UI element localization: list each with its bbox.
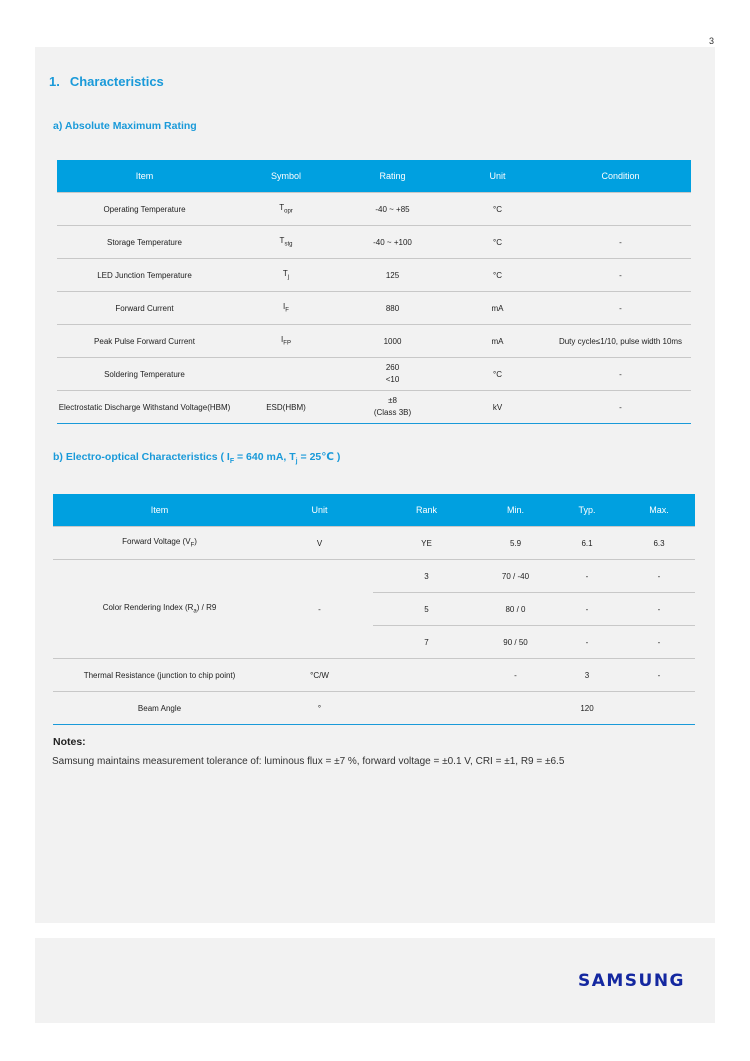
cell-max: - — [623, 593, 695, 626]
cell-symbol — [232, 358, 340, 391]
cell-typ: - — [551, 593, 623, 626]
cell-rating: -40 ~ +85 — [340, 193, 445, 226]
cell-rating: 880 — [340, 292, 445, 325]
cell-typ: 6.1 — [551, 527, 623, 560]
cell-unit: °C/W — [266, 659, 373, 692]
cell-rank — [373, 692, 480, 725]
cell-rank: 3 — [373, 560, 480, 593]
cell-rank: 7 — [373, 626, 480, 659]
header-max: Max. — [623, 494, 695, 527]
cell-min: 70 / -40 — [480, 560, 551, 593]
section-number: 1. — [49, 74, 60, 89]
cell-rating: ±8 (Class 3B) — [340, 391, 445, 424]
cell-condition: - — [550, 259, 691, 292]
cell-item: Peak Pulse Forward Current — [57, 325, 232, 358]
table-row — [57, 358, 691, 391]
footer-panel — [35, 938, 715, 1023]
table-row — [57, 391, 691, 424]
cell-min: 5.9 — [480, 527, 551, 560]
table-row — [57, 325, 691, 358]
cell-unit: mA — [445, 325, 550, 358]
cell-condition: - — [550, 391, 691, 424]
cell-item: Soldering Temperature — [57, 358, 232, 391]
cell-unit: V — [266, 527, 373, 560]
cell-item: Beam Angle — [53, 692, 266, 725]
cell-max — [623, 692, 695, 725]
cell-rating: 260 <10 — [340, 358, 445, 391]
cell-typ: - — [551, 626, 623, 659]
header-symbol: Symbol — [232, 160, 340, 193]
cell-unit: ° — [266, 692, 373, 725]
cell-symbol: $T_{stg}$ — [232, 226, 340, 259]
page-number: 3 — [708, 36, 714, 46]
header-rank: Rank — [373, 494, 480, 527]
cell-rating: 1000 — [340, 325, 445, 358]
cell-unit: °C — [445, 226, 550, 259]
header-rating: Rating — [340, 160, 445, 193]
cell-max: - — [623, 626, 695, 659]
header-condition: Condition — [550, 160, 691, 193]
cell-symbol: $I_F$ — [232, 292, 340, 325]
table-row — [53, 692, 695, 725]
cell-unit: kV — [445, 391, 550, 424]
cell-item: Thermal Resistance (junction to chip point) — [53, 659, 266, 692]
cell-typ: 120 — [551, 692, 623, 725]
absolute-maximum-rating-table — [57, 160, 691, 424]
table-row — [57, 226, 691, 259]
cell-rating: 125 — [340, 259, 445, 292]
table-header-row — [57, 160, 691, 193]
cell-unit: °C — [445, 193, 550, 226]
table-header-row — [53, 494, 695, 527]
cell-symbol: $T_j$ — [232, 259, 340, 292]
cell-condition: - — [550, 292, 691, 325]
cell-item: Electrostatic Discharge Withstand Voltage(HBM) — [57, 391, 232, 424]
cell-condition: Duty cycle≤1/10, pulse width 10ms — [550, 325, 691, 358]
cell-max: - — [623, 659, 695, 692]
cell-item: Storage Temperature — [57, 226, 232, 259]
table-row — [57, 193, 691, 226]
cell-item: LED Junction Temperature — [57, 259, 232, 292]
cell-item: Color Rendering Index $(R_a) / R9$ — [53, 560, 266, 659]
header-item: Item — [53, 494, 266, 527]
cell-unit: °C — [445, 259, 550, 292]
cell-rank: 5 — [373, 593, 480, 626]
table-row — [53, 527, 695, 560]
cell-rating: -40 ~ +100 — [340, 226, 445, 259]
cell-min: 80 / 0 — [480, 593, 551, 626]
content-panel — [35, 47, 715, 923]
cell-typ: 3 — [551, 659, 623, 692]
table-row — [57, 259, 691, 292]
table-b-heading: b) Electro-optical Characteristics ( $I_F = 640$ mA, $T_j$ = 25℃ ) — [53, 451, 341, 466]
header-unit: Unit — [266, 494, 373, 527]
header-typ: Typ. — [551, 494, 623, 527]
cell-min: 90 / 50 — [480, 626, 551, 659]
cell-item: Operating Temperature — [57, 193, 232, 226]
section-title-text: Characteristics — [69, 74, 164, 89]
header-min: Min. — [480, 494, 551, 527]
cell-symbol: $T_{opr}$ — [232, 193, 340, 226]
header-unit: Unit — [445, 160, 550, 193]
cell-condition: - — [550, 358, 691, 391]
cell-condition: - — [550, 226, 691, 259]
cell-min — [480, 692, 551, 725]
cell-item: Forward Voltage $(V_F)$ — [53, 527, 266, 560]
header-item: Item — [57, 160, 232, 193]
cell-condition — [550, 193, 691, 226]
cell-item: Forward Current — [57, 292, 232, 325]
samsung-logo: SAMSUNG — [577, 971, 685, 991]
cell-rank — [373, 659, 480, 692]
table-a-heading: a) Absolute Maximum Rating — [53, 120, 197, 132]
cell-typ: - — [551, 560, 623, 593]
cell-rank: YE — [373, 527, 480, 560]
electro-optical-table — [53, 494, 695, 725]
cell-symbol: $I_{FP}$ — [232, 325, 340, 358]
cell-max: - — [623, 560, 695, 593]
cell-symbol: ESD(HBM) — [232, 391, 340, 424]
table-row — [53, 659, 695, 692]
cell-unit: °C — [445, 358, 550, 391]
section-title — [49, 74, 164, 89]
table-row — [53, 560, 695, 593]
cell-min: - — [480, 659, 551, 692]
notes-title: Notes: — [53, 736, 86, 748]
notes-text: Samsung maintains measurement tolerance of: luminous flux = ±7 %, forward voltage = ±0.1 V, CRI = ±1, R9 = ±6.5 — [52, 756, 565, 767]
cell-unit: mA — [445, 292, 550, 325]
table-row — [57, 292, 691, 325]
cell-unit: - — [266, 560, 373, 659]
cell-max: 6.3 — [623, 527, 695, 560]
